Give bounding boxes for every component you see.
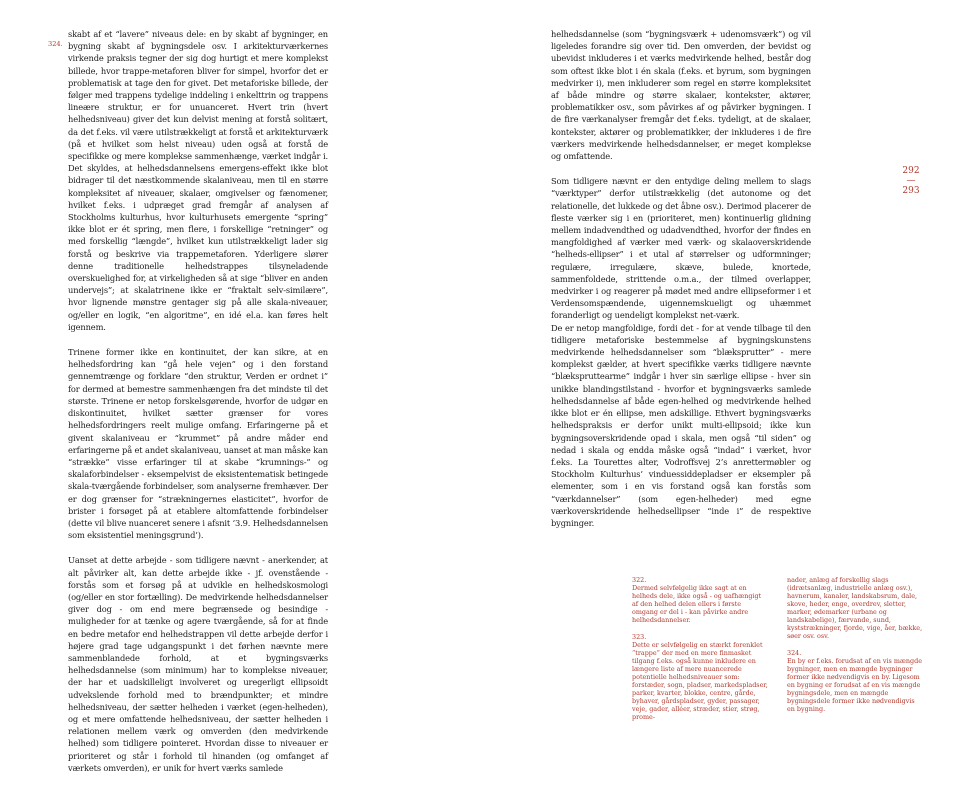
left-paragraph-3: Uanset at dette arbejde - som tidligere nævnt - anerkender, at alt påvirker alt, kan dette arbejde ikke - jf. ovenstående - forstås som et forsøg på at udvikle en helhedskosmologi (og/eller en stor fortælling). De medvirkende helhedsdannelser giver dog - om end mere begrænsede og besindige - muligheder for at tænke og agere tværgående, så for at finde en bedre metafor end helhedstrappen vil dette arbejde derfor i højere grad tage udgangspunkt i det førhen nævnte mere sammenblandede forhold, at et bygningsværks helhedsdannelse (som minimum) har to komplekse niveauer, der har et uadskilleligt involveret og uregerligt ellipsoidt udvekslende forhold med to brændpunkter; et mindre helhedsniveau, der sætter helheden i værket (egen-helheden), og et mere omfattende helhedsniveau, der sætter helheden i relationen mellem værk og omverden (den medvirkende helhed) som tidligere pointeret. Hvordan disse to niveauer er prioriteret og står i forhold til hinanden (og omfanget af værkets omverden), er unik for hvert værks samlede — [68, 555, 328, 773]
page-number-separator: — — [906, 176, 916, 186]
margin-note-reference: 324. — [48, 40, 63, 48]
left-page — [0, 0, 480, 773]
footnotes-column-2 — [787, 576, 923, 722]
page-numbers — [897, 166, 925, 196]
footnote-text: Dermed selvfølgelig ikke sagt at en helheds dele, ikke også - og uafhængigt af den helhed delen ellers i første omgang er del i - kan påvirke andre helhedsdannelser. — [632, 584, 762, 624]
footnote-text: Dette er selvfølgelig en stærkt forenklet “trappe” der med en mere finmasket tilgang f.eks. også kunne inkludere en længere liste af mere nuancerede potentielle helhedsniveauer som: forstæder, sogn, pladser, markedspladser, parker, kvarter, blokke, centre, gårde, byhaver, gårdspladser, gyder, passager, veje, gader, alléer, stræder, stier, strøg, prome- — [632, 641, 768, 721]
left-paragraph-1: skabt af et “lavere” niveaus dele: en by skabt af bygninger, en bygning skabt af bygningsdele osv. I arkitekturværkernes virkende praksis tegner der sig dog hurtigt et mere komplekst billede, hvor trappe-metaforen bliver for simpel, hvorfor det er problematisk at tage den for givet. Det metaforiske billede, der følger med trappens tydelige inddeling i enkelttrin og trappens lineære struktur, er for unuanceret. Hvert trin (hvert helhedsniveau) giver det kun delvist mening at forstå solitært, da det f.eks. vil være utilstrækkeligt at forstå et arkitekturværk (på et hvilket som helst niveau) uden også at forstå de specifikke og mere komplekse sammenhænge, værket indgår i. Det skyldes, at helhedsdannelsens emergens-effekt ikke blot bidrager til det næstkommende skalaniveau, men til en større kompleksitet af niveauer, skalaer, omgivelser og fænomener, hvilket f.eks. i udpræget grad fremgår af analysen af Stockholms kulturhus, hvor kulturhusets emergente “spring” ikke blot er ét spring, men flere, i forskellige “retninger” og med forskellig “længde”, hvilket kun utilstrækkeligt lader sig forstå og beskrive via trappemetaforen. Yderligere slører denne traditionelle helhedstrappes tilsyneladende overskuelighed for, at virkeligheden så at sige “bliver en anden undervejs”; at skalatrinene ikke er “fraktalt selv-similære”, hvor lignende mønstre gentager sig på alle skala-niveauer, og/eller en logik, “en algoritme”, en idé el.a. kan føres helt igennem. — [68, 29, 328, 332]
footnote-continuation — [787, 576, 923, 640]
footnote-text: En by er f.eks. forudsat af en vis mængde bygninger, men en mængde bygninger former ikke nødvendigvis en by. Ligesom en bygning er forudsat af en vis mængde bygningsdele, men en mængde bygningsdele former ikke nødvendigvis en bygning. — [787, 657, 922, 713]
left-paragraph-2: Trinene former ikke en kontinuitet, der kan sikre, at en helhedsfordring kan “gå hele vejen” og i den forstand gennemtrænge og forklare “den struktur, Verden er ordnet i” for dermed at bemestre sammenhængen fra det mindste til det største. Trinene er netop forskelsgørende, hvorfor de udgør en diskontinuitet, hvilket sætter grænser for vores helhedsfordringers reelt mulige omfang. Erfaringerne på et givent skalaniveau er “krummet” på andre måder end erfaringerne på et andet skalaniveau, uanset at man måske kan “strække” visse erfaringer til at skabe “krumnings-” og skalaforbindelser - eksempelvist de eksistentematisk betingede skala-tværgående forbindelser, som analyserne fremhæver. Der er dog grænser for “strækningernes elasticitet”, hvorfor de brister i forsøget på at etablere altomfattende forbindelser (dette vil blive nuanceret senere i afsnit ‘3.9. Helhedsdannelsen som eksistentiel meningsgrund’). — [68, 347, 329, 541]
footnotes-column-1 — [632, 576, 768, 730]
footnote-text: nader, anlæg af forskellig slags (idrætsanlæg, industrielle anlæg osv.), havnerum, kanaler, landskabsrum, dale, skove, heder, enge, overdrev, sletter, marker, ødemarker (urbane og landskabelige), færvande, sund, kyststrækninger, fjorde, vige, åer, bække, søer osv. osv. — [787, 576, 923, 640]
right-paragraph-3: De er netop mangfoldige, fordi det - for at vende tilbage til den tidligere metaforiske bestemmelse af bygningskunstens medvirkende helhedsdannelser som “blæksprutter” - mere komplekst gælder, at hvert specifikke værks tidligere nævnte “blækspruttearme” indgår i hver sin særlige ellipse - hver sin unikke blandingstilstand - hvorfor et bygningsværks samlede helhedsdannelse af både egen-helhed og medvirkende helhed ikke blot er én ellipse, men adskillige. Ethvert bygningsværks helhedspraksis er derfor unikt multi-ellipsoid; ikke kun bygningsoverskridende opad i skala, men også “til siden” og nedad i skala og endda måske også “indad” i værket, hvor f.eks. La Tourettes alter, Vodroffsvej 2’s anrettermøbler og Stockholm Kulturhus’ vinduessiddepladser er eksempler på elementer, som i en vis forstand også kan forstås som “værkdannelser” (som egen-helheder) med egne værkoverskridende helhedsellipser “inde i” de respektive bygninger. — [551, 322, 811, 528]
footnote-number: 323. — [632, 633, 647, 641]
page-number-left: 292 — [902, 166, 920, 176]
right-paragraph-2: Som tidligere nævnt er den entydige deling mellem to slags “værktyper” derfor utilstrækkelig (det autonome og det relationelle, det lukkede og det åbne osv.). Derimod placerer de fleste værker sig i en (prioriteret, men) kontinuerlig glidning mellem indadvendthed og udadvendthed, hvorfor der findes en mangfoldighed af værker med værk- og skalaoverskridende “helheds-ellipser” i et utal af størrelser og udformninger; regulære, irregulære, skæve, bulede, knortede, sammenfoldede, strittende o.m.a., der tilmed overlapper, medvirker i og reagerer på mødet med andre ellipseformer i et Verdensomspændende, uigennemskueligt og uhæmmet foranderligt og uendeligt komplekst net-værk. — [551, 176, 811, 321]
left-body-column — [68, 28, 328, 787]
footnote — [632, 633, 768, 721]
right-paragraph-1: helhedsdannelse (som “bygningsværk + udenomsværk”) og vil ligeledes forandre sig over tid. Den omverden, der bevidst og ubevidst inkluderes i et værks medvirkende helhed, består dog som oftest ikke blot i én skala (f.eks. et byrum, som bygningen medvirker i), men inkluderer som regel en større kompleksitet af både mindre og større skalaer, kontekster, aktører, problematikker osv., som påvirkes af og påvirker bygningen. I de fire værkanalyser fremgår det f.eks. tydeligt, at de skalaer, kontekster, aktører og problematikker, der inkluderes i de fire værkers medvirkende helhedsdannelser, er meget komplekse og omfattende. — [551, 29, 811, 162]
footnote — [787, 649, 923, 713]
footnote-number: 322. — [632, 576, 647, 584]
right-page — [480, 0, 960, 761]
page-number-right: 293 — [902, 186, 920, 196]
right-body-column — [551, 28, 811, 542]
footnote — [632, 576, 768, 624]
footnote-number: 324. — [787, 649, 802, 657]
